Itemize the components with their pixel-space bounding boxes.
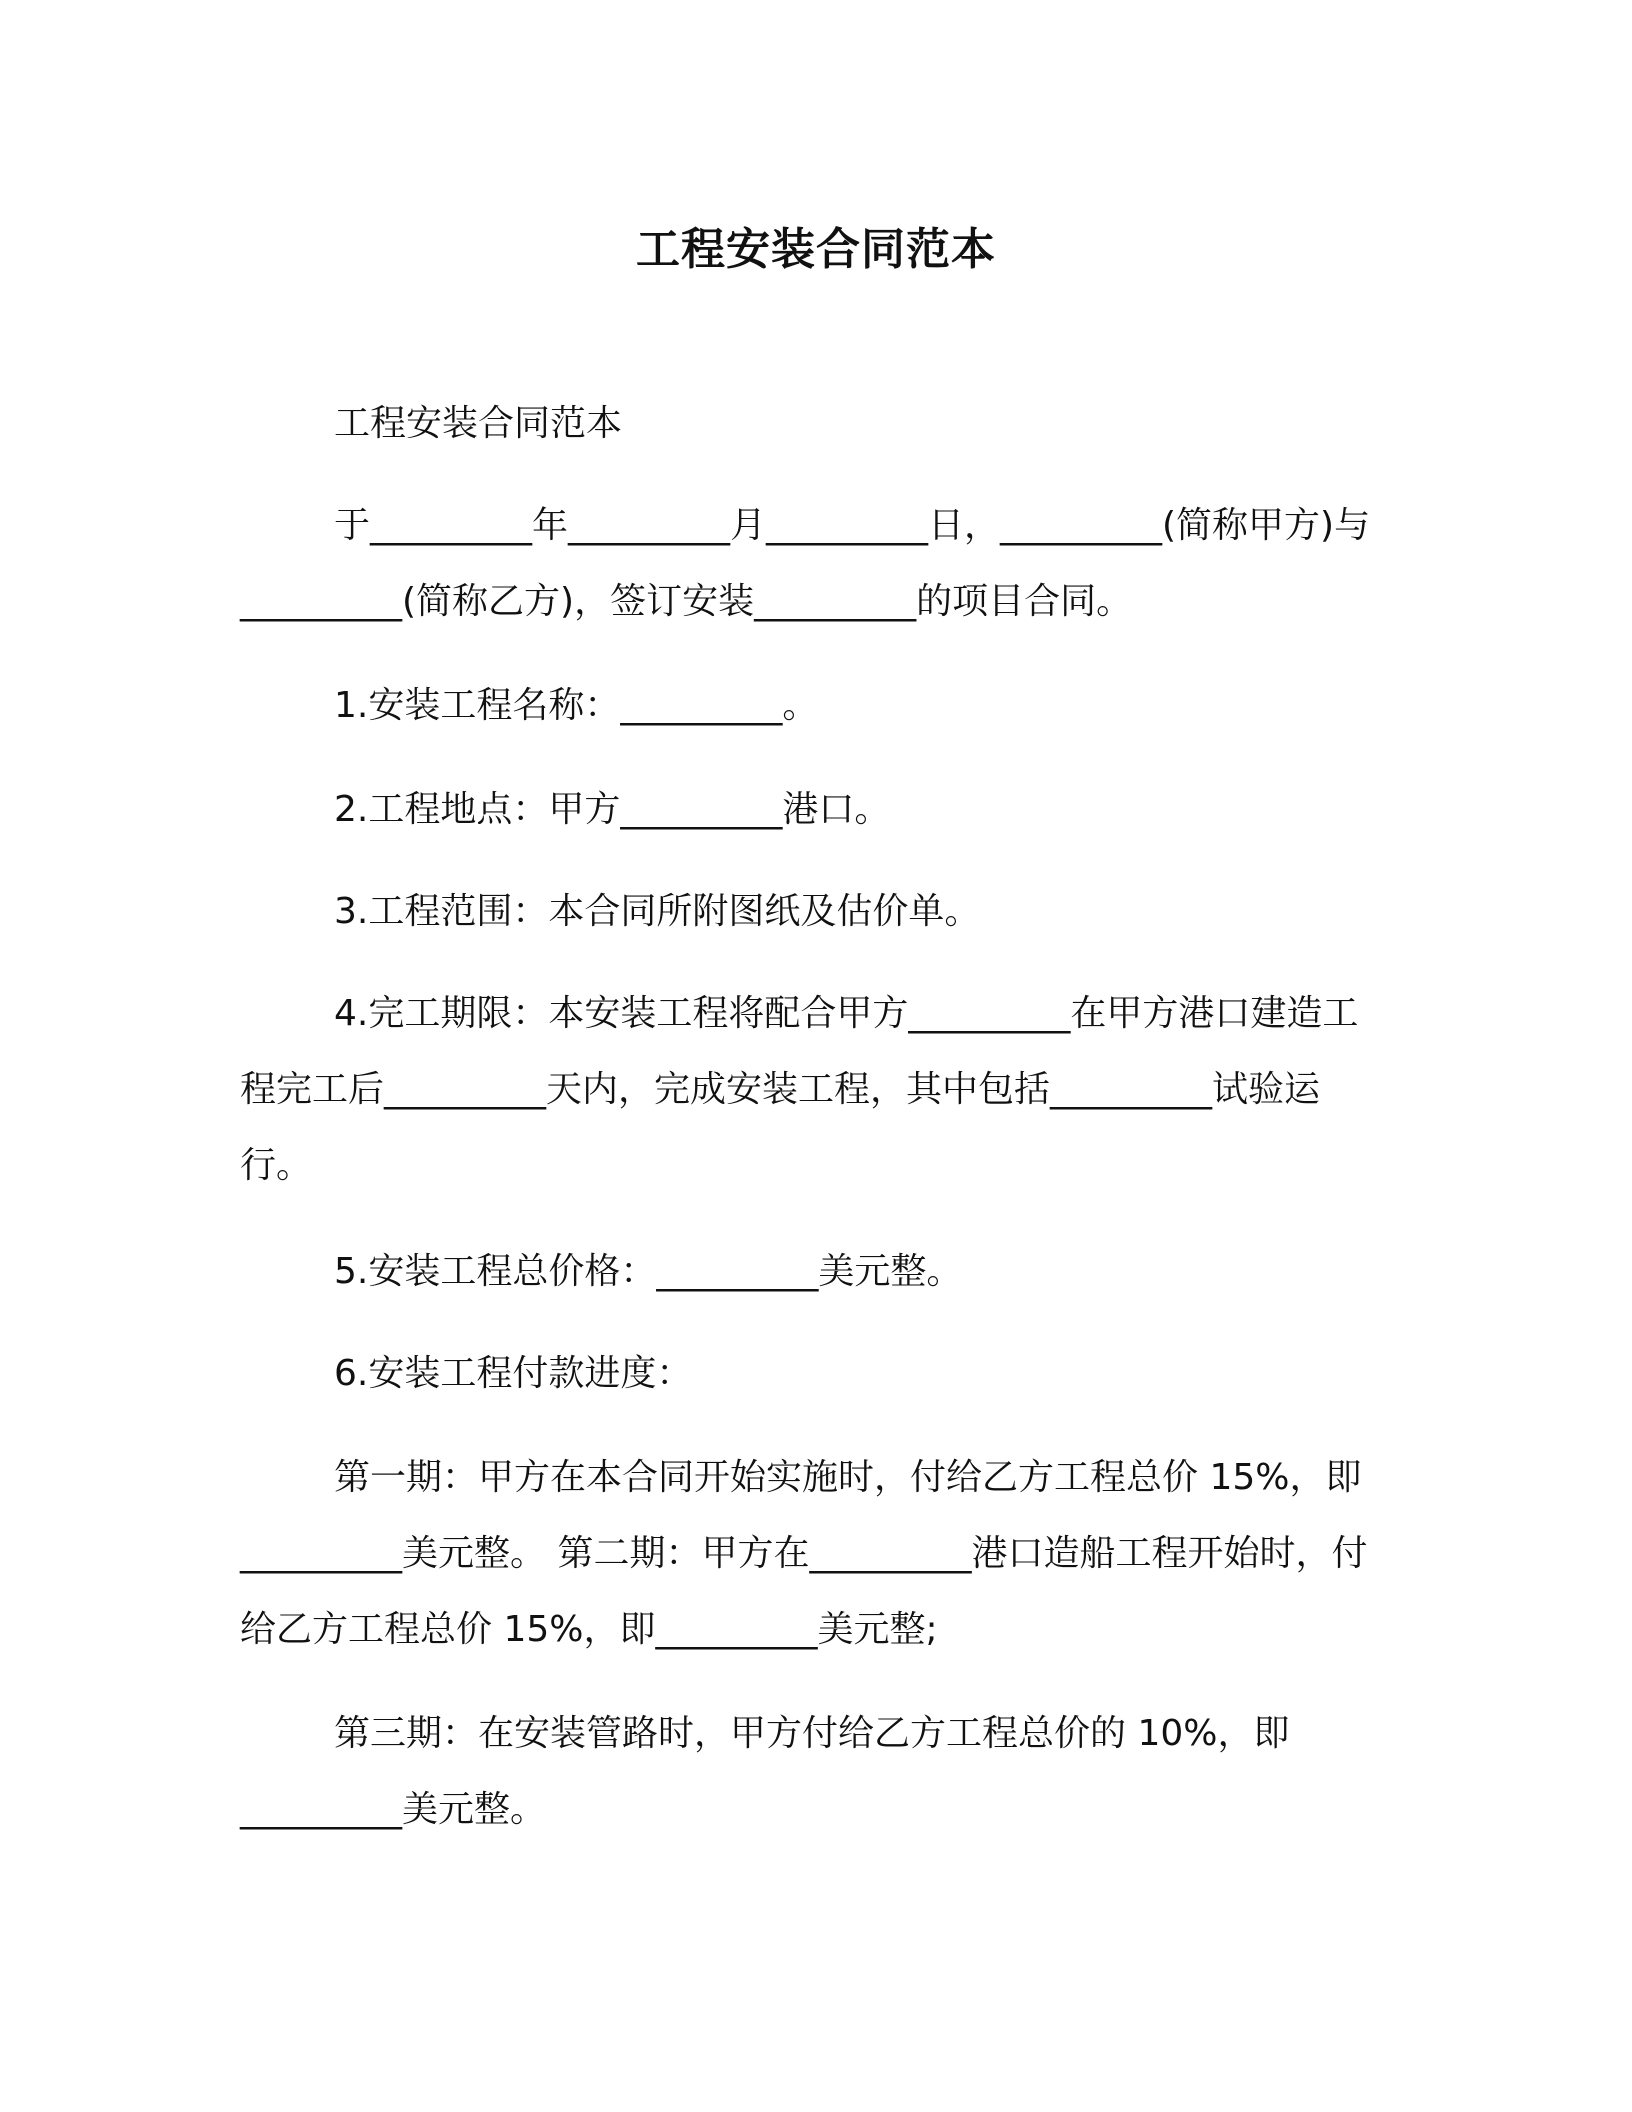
- clause-completion-period: 4.完工期限：本安装工程将配合甲方_________在甲方港口建造工程完工后_________天内，完成安装工程，其中包括_________试验运行。: [240, 993, 1359, 1186]
- document-title: 工程安装合同范本: [636, 224, 996, 275]
- intro-paragraph: 于_________年_________月_________日，_________(简称甲方)与_________(简称乙方)，签订安装_________的项目合同。: [240, 505, 1371, 622]
- clause-project-scope: 3.工程范围：本合同所附图纸及估价单。: [334, 891, 981, 932]
- clause-payment-schedule: 6.安装工程付款进度：: [334, 1353, 693, 1394]
- payment-stage-3: 第三期：在安装管路时，甲方付给乙方工程总价的 10%，即_________美元整。: [240, 1713, 1290, 1830]
- payment-stage-1-2: 第一期：甲方在本合同开始实施时，付给乙方工程总价 15%，即_________美元整。 第二期：甲方在_________港口造船工程开始时，付给乙方工程总价 15%，即_________美元整;: [240, 1457, 1368, 1650]
- clause-total-price: 5.安装工程总价格：_________美元整。: [334, 1251, 963, 1292]
- document-subtitle: 工程安装合同范本: [334, 403, 623, 444]
- clause-project-location: 2.工程地点：甲方_________港口。: [334, 789, 891, 830]
- clause-project-name: 1.安装工程名称：_________。: [334, 685, 819, 726]
